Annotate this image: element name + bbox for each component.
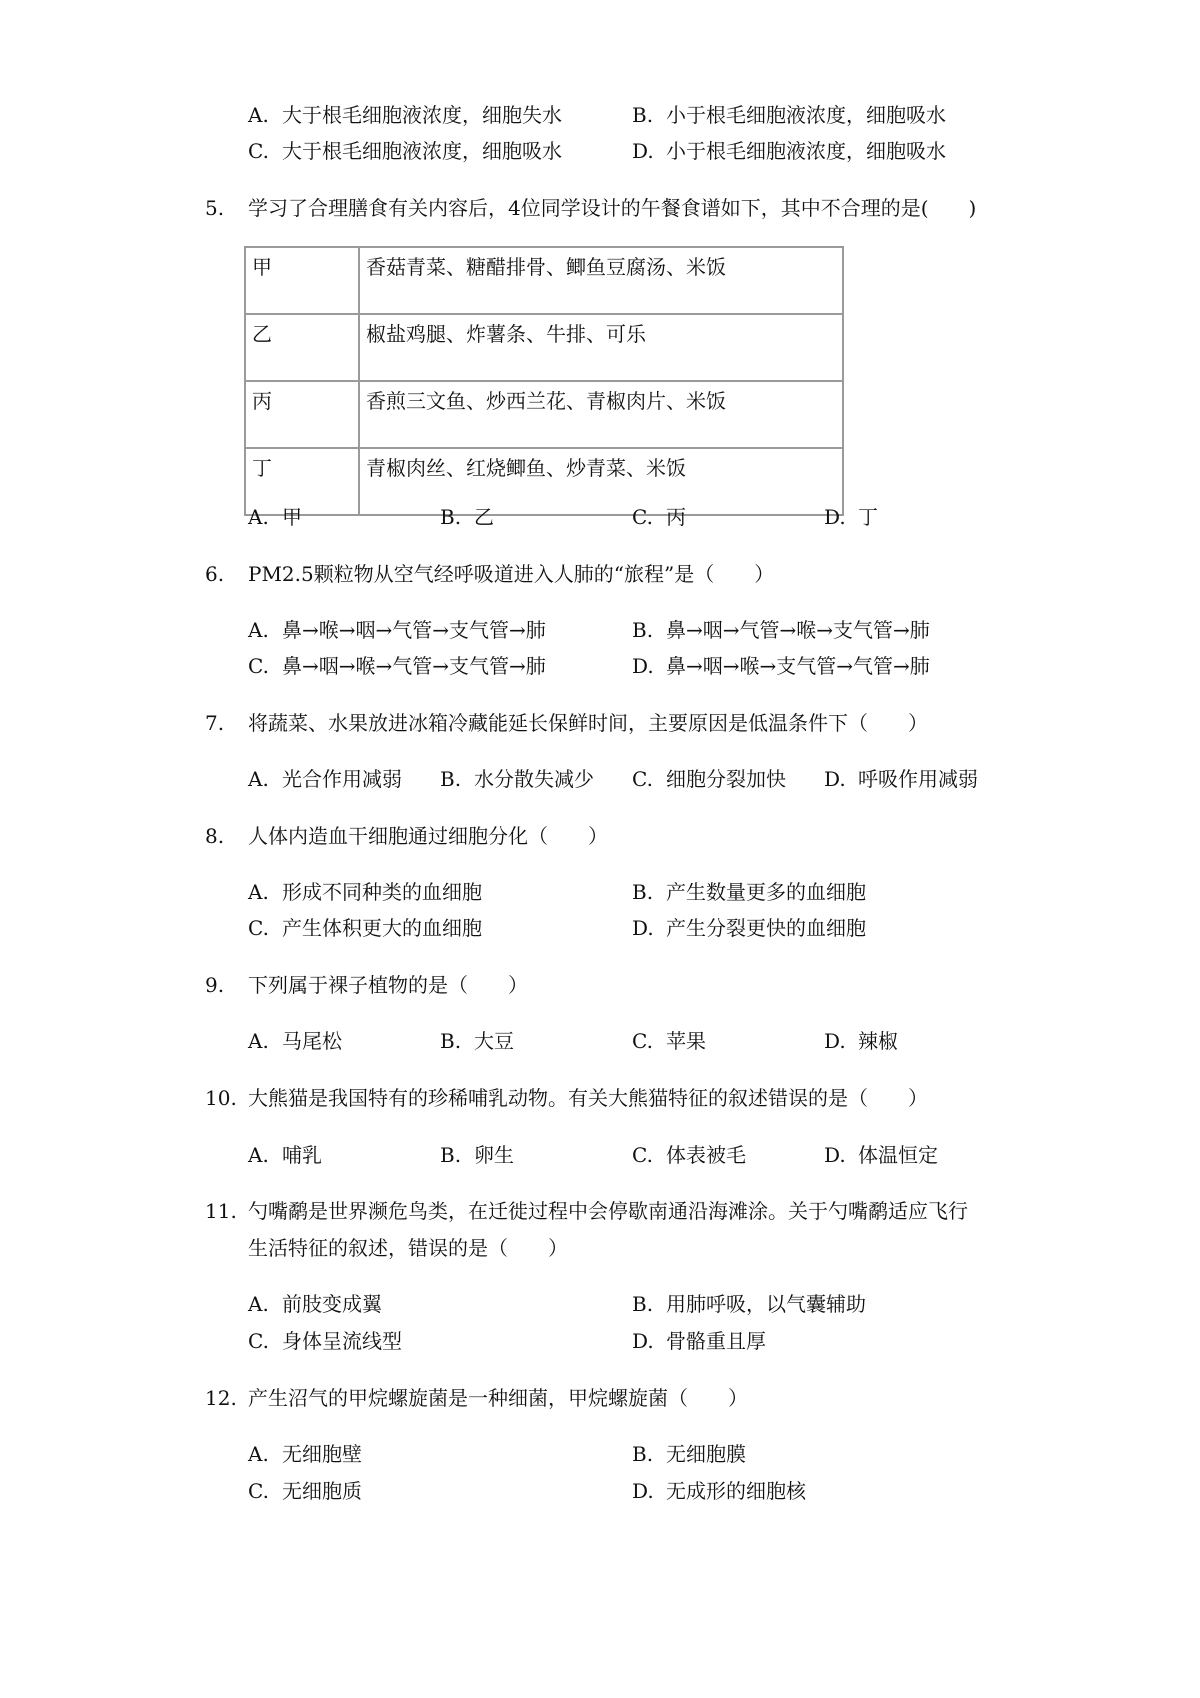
q8-option-b: B. 产生数量更多的血细胞 bbox=[632, 880, 866, 904]
q6-option-b: B. 鼻→咽→气管→喉→支气管→肺 bbox=[632, 618, 930, 642]
menu-student: 乙 bbox=[245, 314, 359, 381]
q11-number: 11. bbox=[205, 1199, 237, 1223]
q6-text: PM2.5颗粒物从空气经呼吸道进入人肺的“旅程”是（ ） bbox=[248, 562, 775, 586]
q4-option-a: A. 大于根毛细胞液浓度，细胞失水 bbox=[248, 103, 562, 127]
q12-text: 产生沼气的甲烷螺旋菌是一种细菌，甲烷螺旋菌（ ） bbox=[248, 1386, 748, 1410]
table-row bbox=[245, 314, 843, 381]
q12-option-a: A. 无细胞壁 bbox=[248, 1442, 362, 1466]
q9-option-b: B. 大豆 bbox=[440, 1029, 514, 1053]
q10-option-a: A. 哺乳 bbox=[248, 1143, 322, 1167]
q6-number: 6. bbox=[205, 562, 225, 586]
q10-text: 大熊猫是我国特有的珍稀哺乳动物。有关大熊猫特征的叙述错误的是（ ） bbox=[248, 1086, 928, 1110]
menu-student: 甲 bbox=[245, 247, 359, 314]
menu-items: 椒盐鸡腿、炸薯条、牛排、可乐 bbox=[359, 314, 843, 381]
q6-option-d: D. 鼻→咽→喉→支气管→气管→肺 bbox=[632, 654, 930, 678]
q12-option-c: C. 无细胞质 bbox=[248, 1479, 362, 1503]
q9-option-c: C. 苹果 bbox=[632, 1029, 706, 1053]
q11-text-line-2: 生活特征的叙述，错误的是（ ） bbox=[248, 1236, 568, 1260]
table-row bbox=[245, 448, 843, 515]
q10-option-d: D. 体温恒定 bbox=[824, 1143, 938, 1167]
q11-text-line-1: 勺嘴鹬是世界濒危鸟类，在迁徙过程中会停歇南通沿海滩涂。关于勺嘴鹬适应飞行 bbox=[248, 1199, 968, 1223]
q10-option-b: B. 卵生 bbox=[440, 1143, 514, 1167]
q8-number: 8. bbox=[205, 824, 225, 848]
q5-option-b: B. 乙 bbox=[440, 505, 494, 529]
q5-menu-table bbox=[244, 246, 844, 516]
q11-option-b: B. 用肺呼吸，以气囊辅助 bbox=[632, 1292, 866, 1316]
q10-number: 10. bbox=[205, 1086, 237, 1110]
q7-option-d: D. 呼吸作用减弱 bbox=[824, 767, 978, 791]
q12-option-b: B. 无细胞膜 bbox=[632, 1442, 746, 1466]
menu-student: 丁 bbox=[245, 448, 359, 515]
menu-items: 香菇青菜、糖醋排骨、鲫鱼豆腐汤、米饭 bbox=[359, 247, 843, 314]
q7-text: 将蔬菜、水果放进冰箱冷藏能延长保鲜时间，主要原因是低温条件下（ ） bbox=[248, 711, 928, 735]
q9-option-a: A. 马尾松 bbox=[248, 1029, 342, 1053]
q11-option-c: C. 身体呈流线型 bbox=[248, 1329, 402, 1353]
q7-option-c: C. 细胞分裂加快 bbox=[632, 767, 786, 791]
q5-option-c: C. 丙 bbox=[632, 505, 686, 529]
q11-option-a: A. 前肢变成翼 bbox=[248, 1292, 382, 1316]
q4-option-c: C. 大于根毛细胞液浓度，细胞吸水 bbox=[248, 139, 562, 163]
q6-option-a: A. 鼻→喉→咽→气管→支气管→肺 bbox=[248, 618, 546, 642]
table-row bbox=[245, 381, 843, 448]
q11-option-d: D. 骨骼重且厚 bbox=[632, 1329, 766, 1353]
menu-items: 香煎三文鱼、炒西兰花、青椒肉片、米饭 bbox=[359, 381, 843, 448]
menu-student: 丙 bbox=[245, 381, 359, 448]
table-row bbox=[245, 247, 843, 314]
q12-option-d: D. 无成形的细胞核 bbox=[632, 1479, 806, 1503]
q7-option-b: B. 水分散失减少 bbox=[440, 767, 594, 791]
q4-option-b: B. 小于根毛细胞液浓度，细胞吸水 bbox=[632, 103, 946, 127]
q7-number: 7. bbox=[205, 711, 225, 735]
q8-option-d: D. 产生分裂更快的血细胞 bbox=[632, 916, 866, 940]
q8-option-a: A. 形成不同种类的血细胞 bbox=[248, 880, 482, 904]
q9-text: 下列属于裸子植物的是（ ） bbox=[248, 973, 528, 997]
q5-text: 学习了合理膳食有关内容后，4位同学设计的午餐食谱如下，其中不合理的是( ) bbox=[248, 196, 977, 220]
q8-option-c: C. 产生体积更大的血细胞 bbox=[248, 916, 482, 940]
q7-option-a: A. 光合作用减弱 bbox=[248, 767, 402, 791]
q5-option-a: A. 甲 bbox=[248, 505, 302, 529]
q5-option-d: D. 丁 bbox=[824, 505, 878, 529]
q9-option-d: D. 辣椒 bbox=[824, 1029, 898, 1053]
q6-option-c: C. 鼻→咽→喉→气管→支气管→肺 bbox=[248, 654, 546, 678]
menu-items: 青椒肉丝、红烧鲫鱼、炒青菜、米饭 bbox=[359, 448, 843, 515]
q4-option-d: D. 小于根毛细胞液浓度，细胞吸水 bbox=[632, 139, 946, 163]
q9-number: 9. bbox=[205, 973, 225, 997]
q8-text: 人体内造血干细胞通过细胞分化（ ） bbox=[248, 824, 608, 848]
q10-option-c: C. 体表被毛 bbox=[632, 1143, 746, 1167]
q5-number: 5. bbox=[205, 196, 225, 220]
q12-number: 12. bbox=[205, 1386, 237, 1410]
